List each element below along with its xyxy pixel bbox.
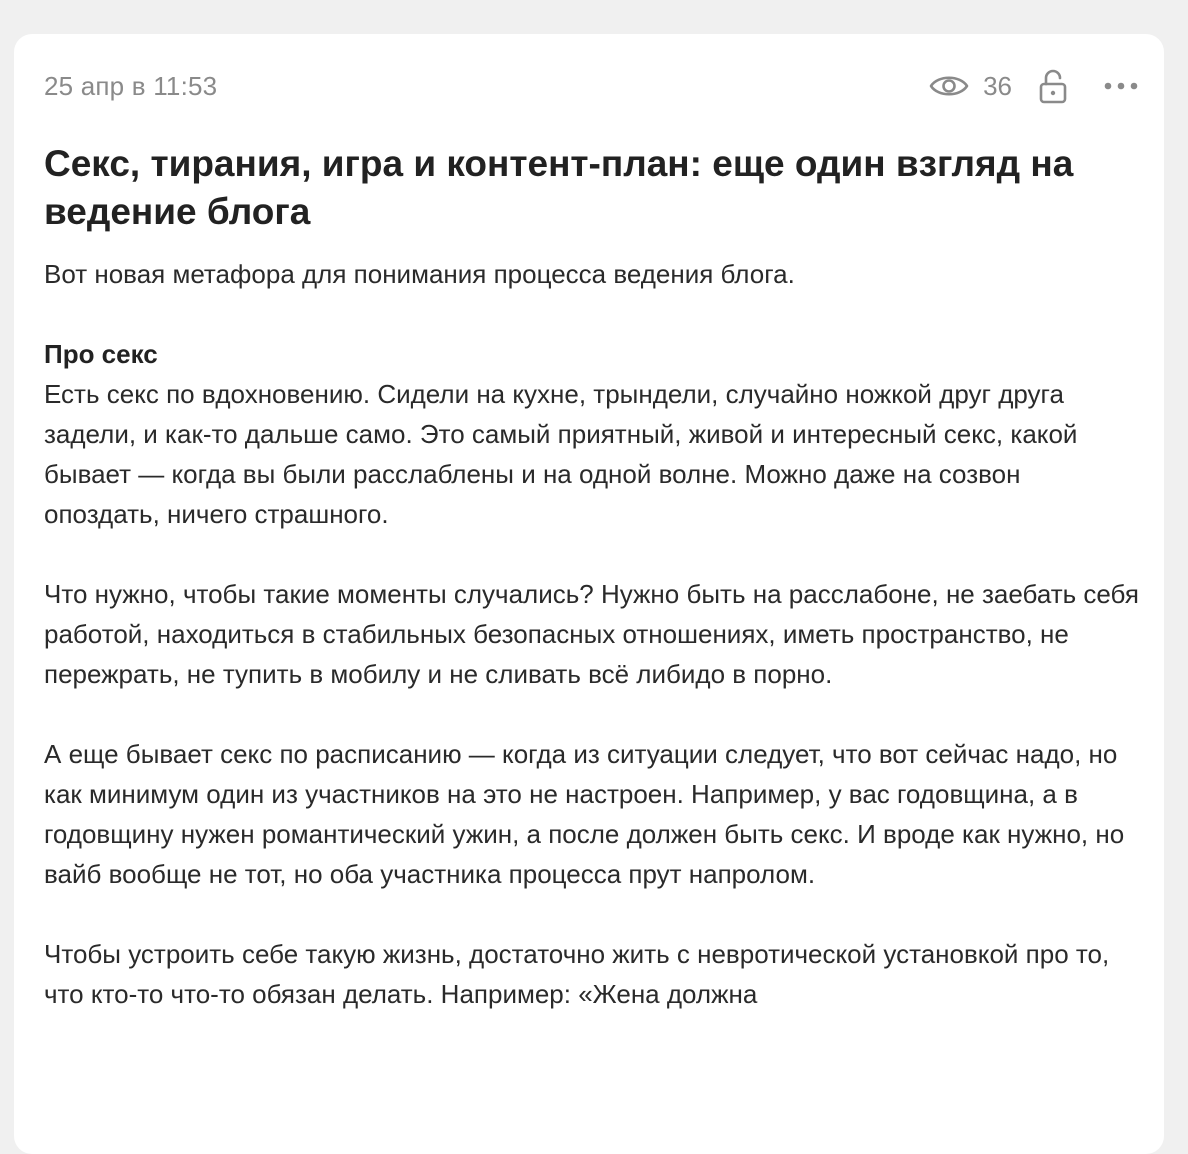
paragraph-spacer	[44, 534, 1142, 574]
post-card	[14, 34, 1164, 1154]
more-horizontal-icon	[1104, 81, 1138, 91]
paragraph: Есть секс по вдохновению. Сидели на кухне, трындели, случайно ножкой друг друга задели, и как-то дальше само. Это самый приятный, живой и интересный секс, какой бывает — когда вы были расслаблены и на одной волне. Можно даже на созвон опоздать, ничего страшного.	[44, 379, 1078, 529]
more-button[interactable]	[1104, 81, 1138, 91]
paragraph-spacer	[44, 694, 1142, 734]
lock-icon	[1038, 68, 1068, 104]
post-actions	[929, 68, 1138, 104]
paragraph: А еще бывает секс по расписанию — когда из ситуации следует, что вот сейчас надо, но как минимум один из участников на это не настроен. Например, у вас годовщина, а в годовщину нужен романтический ужин, а после должен быть секс. И вроде как нужно, но вайб вообще не тот, но оба участника процесса прут напролом.	[44, 739, 1125, 889]
post-body	[44, 254, 1142, 1014]
views-counter[interactable]	[929, 71, 1012, 102]
views-count: 36	[983, 70, 1012, 101]
eye-icon	[929, 72, 983, 100]
post-intro: Вот новая метафора для понимания процесса ведения блога.	[44, 259, 795, 289]
post-header	[44, 64, 1138, 108]
lock-button[interactable]	[1038, 68, 1068, 104]
section-heading: Про секс	[44, 339, 158, 369]
paragraph: Чтобы устроить себе такую жизнь, достаточно жить с невротической установкой про то, что кто-то что-то обязан делать. Например: «Жена должна	[44, 939, 1110, 1009]
paragraph: Что нужно, чтобы такие моменты случались? Нужно быть на расслабоне, не заебать себя работой, находиться в стабильных безопасных отношениях, иметь пространство, не пережрать, не тупить в мобилу и не сливать всё либидо в порно.	[44, 579, 1139, 689]
paragraph-spacer	[44, 894, 1142, 934]
paragraph-spacer	[44, 294, 1142, 334]
post-date: 25 апр в 11:53	[44, 70, 218, 101]
post-title: Секс, тирания, игра и контент-план: еще один взгляд на ведение блога	[44, 143, 1074, 232]
